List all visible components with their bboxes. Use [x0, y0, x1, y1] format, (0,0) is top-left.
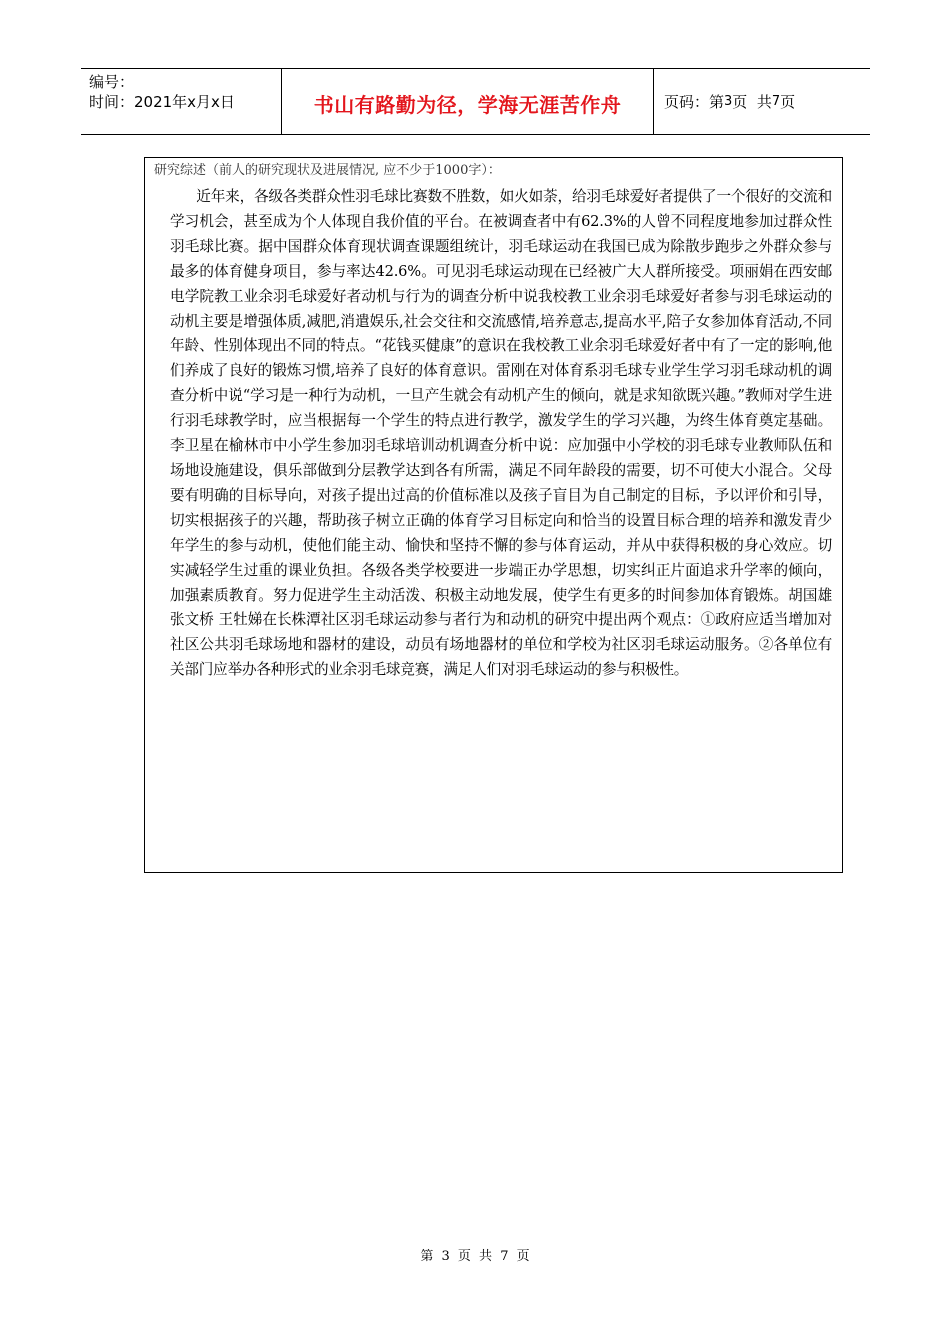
page-suffix: 页 — [780, 93, 796, 111]
page-current: 3 — [724, 94, 733, 109]
header-motto-cell — [281, 69, 654, 134]
header-page-cell — [654, 69, 870, 134]
section-body: 近年来，各级各类群众性羽毛球比赛数不胜数，如火如荼，给羽毛球爱好者提供了一个很好的交流和学习机会，甚至成为个人体现自我价值的平台。在被调查者中有62.3%的人曾不同程度地参加过群众性羽毛球比赛。据中国群众体育现状调查课题组统计，羽毛球运动在我国已成为除散步跑步之外群众参与最多的体育健身项目，参与率达42.6%。可见羽毛球运动现在已经被广大人群所接受。项丽娟在西安邮电学院教工业余羽毛球爱好者动机与行为的调查分析中说我校教工业余羽毛球爱好者参与羽毛球运动的动机主要是增强体质,减肥,消遣娱乐,社会交往和交流感情,培养意志,提高水平,陪子女参加体育活动,不同年龄、性别体现出不同的特点。“花钱买健康”的意识在我校教工业余羽毛球爱好者中有了一定的影响,他们养成了良好的锻炼习惯,培养了良好的体育意识。雷刚在对体育系羽毛球专业学生学习羽毛球动机的调查分析中说“学习是一种行为动机，一旦产生就会有动机产生的倾向，就是求知欲既兴趣。”教师对学生进行羽毛球教学时，应当根据每一个学生的特点进行教学，激发学生的学习兴趣，为终生体育奠定基础。李卫星在榆林市中小学生参加羽毛球培训动机调查分析中说：应加强中小学校的羽毛球专业教师队伍和场地设施建设，俱乐部做到分层教学达到各有所需，满足不同年龄段的需要，切不可使大小混合。父母要有明确的目标导向，对孩子提出过高的价值标准以及孩子盲目为自己制定的目标，予以评价和引导，切实根据孩子的兴趣，帮助孩子树立正确的体育学习目标定向和恰当的设置目标合理的培养和激发青少年学生的参与动机，使他们能主动、愉快和坚持不懈的参与体育运动，并从中获得积极的身心效应。切实减轻学生过重的课业负担。各级各类学校要进一步端正办学思想，切实纠正片面追求升学率的倾向，加强素质教育。努力促进学生主动活泼、积极主动地发展，使学生有更多的时间参加体育锻炼。胡国雄 张文桥 王牡娣在长株潭社区羽毛球运动参与者行为和动机的研究中提出两个观点：①政府应适当增加对社区公共羽毛球场地和器材的建设，动员有场地器材的单位和学校为社区羽毛球运动服务。②各单位有关部门应举办各种形式的业余羽毛球竞赛，满足人们对羽毛球运动的参与积极性。 — [170, 188, 832, 679]
page-footer: 第 3 页 共 7 页 — [420, 1249, 530, 1264]
research-review-box — [144, 157, 843, 873]
time-label: 时间：2021年x月x日 — [89, 93, 235, 111]
page-header — [81, 68, 870, 135]
motto-text: 书山有路勤为径，学海无涯苦作舟 — [313, 93, 622, 117]
section-title: 研究综述（前人的研究现状及进展情况, 应不少于1000字）： — [154, 163, 501, 178]
number-label: 编号： — [89, 73, 135, 91]
page-prefix: 页码：第 — [664, 93, 725, 111]
header-left-cell — [81, 69, 281, 134]
page-middle: 页 共 — [732, 93, 772, 111]
page-total: 7 — [771, 94, 781, 109]
